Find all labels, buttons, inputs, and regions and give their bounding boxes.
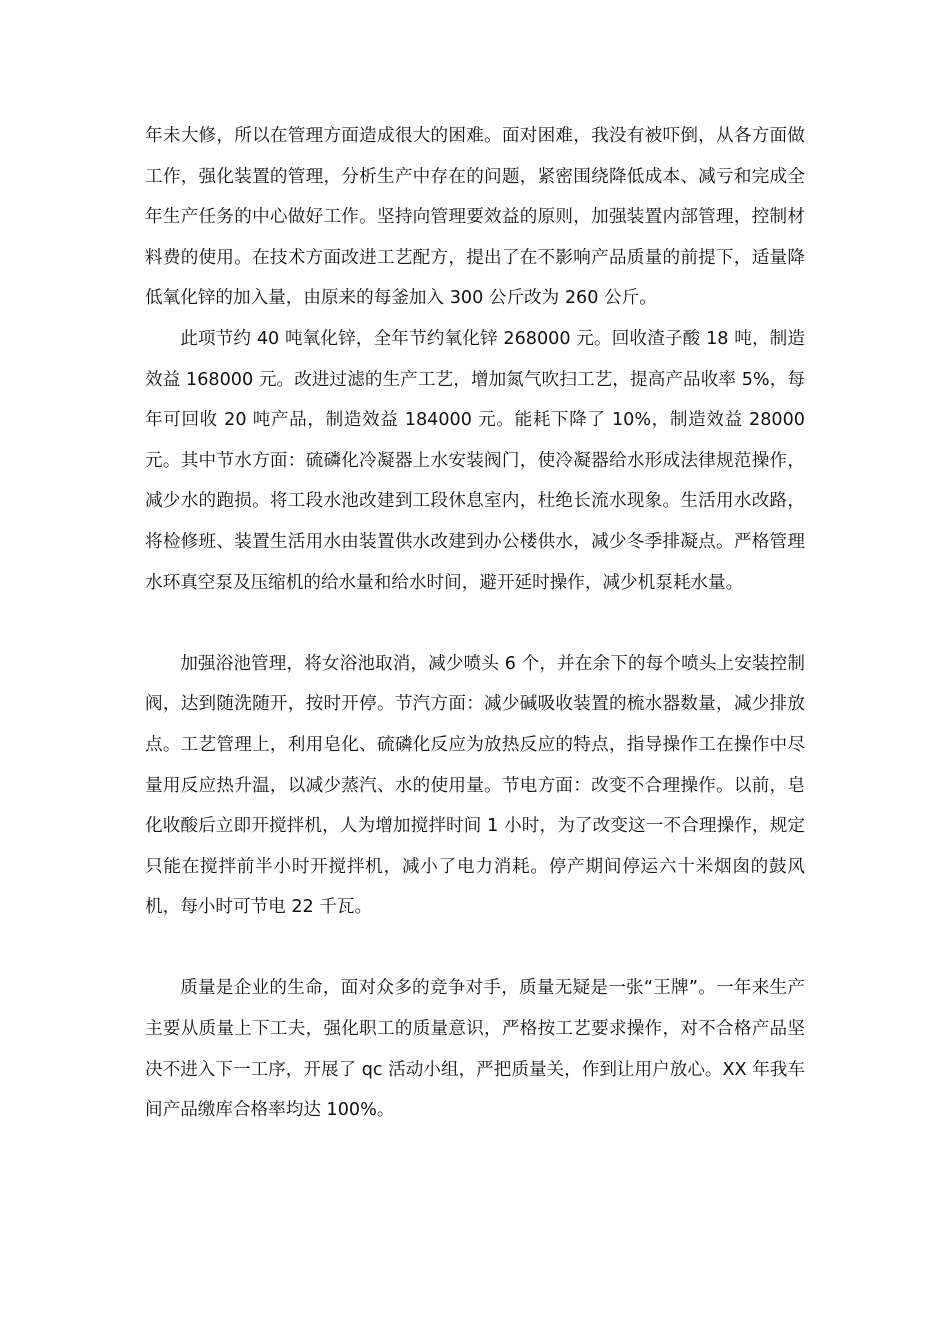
paragraph-2: 此项节约 40 吨氧化锌，全年节约氧化锌 268000 元。回收渣子酸 18 吨，制造效益 168000 元。改进过滤的生产工艺，增加氮气吹扫工艺，提高产品收率 5%，每年可回收 20 吨产品，制造效益 184000 元。能耗下降了 10%，制造效益 28000 元。其中节水方面：硫磷化冷凝器上水安装阀门，使冷凝器给水形成法律规范操作，减少水的跑损。将工段水池改建到工段休息室内，杜绝长流水现象。生活用水改路，将检修班、装置生活用水由装置供水改建到办公楼供水，减少冬季排凝点。严格管理水环真空泵及压缩机的给水量和给水时间，避开延时操作，减少机泵耗水量。 (145, 328, 805, 593)
paragraph-1: 年未大修，所以在管理方面造成很大的困难。面对困难，我没有被吓倒，从各方面做工作，强化装置的管理，分析生产中存在的问题，紧密围绕降低成本、减亏和完成全年生产任务的中心做好工作。坚持向管理要效益的原则，加强装置内部管理，控制材料费的使用。在技术方面改进工艺配方，提出了在不影响产品质量的前提下，适量降低氧化锌的加入量，由原来的每釜加入 300 公斤改为 260 公斤。 (145, 126, 805, 309)
paragraph-spacer (145, 928, 805, 969)
paragraph-spacer (145, 603, 805, 644)
document-body (145, 116, 805, 1131)
paragraph-3: 加强浴池管理，将女浴池取消，减少喷头 6 个，并在余下的每个喷头上安装控制阀，达到随洗随开，按时开停。节汽方面：减少碱吸收装置的梳水器数量，减少排放点。工艺管理上，利用皂化、硫磷化反应为放热反应的特点，指导操作工在操作中尽量用反应热升温，以减少蒸汽、水的使用量。节电方面：改变不合理操作。以前，皂化收酸后立即开搅拌机，人为增加搅拌时间 1 小时，为了改变这一不合理操作，规定只能在搅拌前半小时开搅拌机，减小了电力消耗。停产期间停运六十米烟囱的鼓风机，每小时可节电 22 千瓦。 (145, 653, 805, 918)
paragraph-4: 质量是企业的生命，面对众多的竞争对手，质量无疑是一张“王牌”。一年来生产主要从质量上下工夫，强化职工的质量意识，严格按工艺要求操作，对不合格产品坚决不进入下一工序，开展了 qc 活动小组，严把质量关，作到让用户放心。XX 年我车间产品缴库合格率均达 100%。 (145, 978, 805, 1121)
